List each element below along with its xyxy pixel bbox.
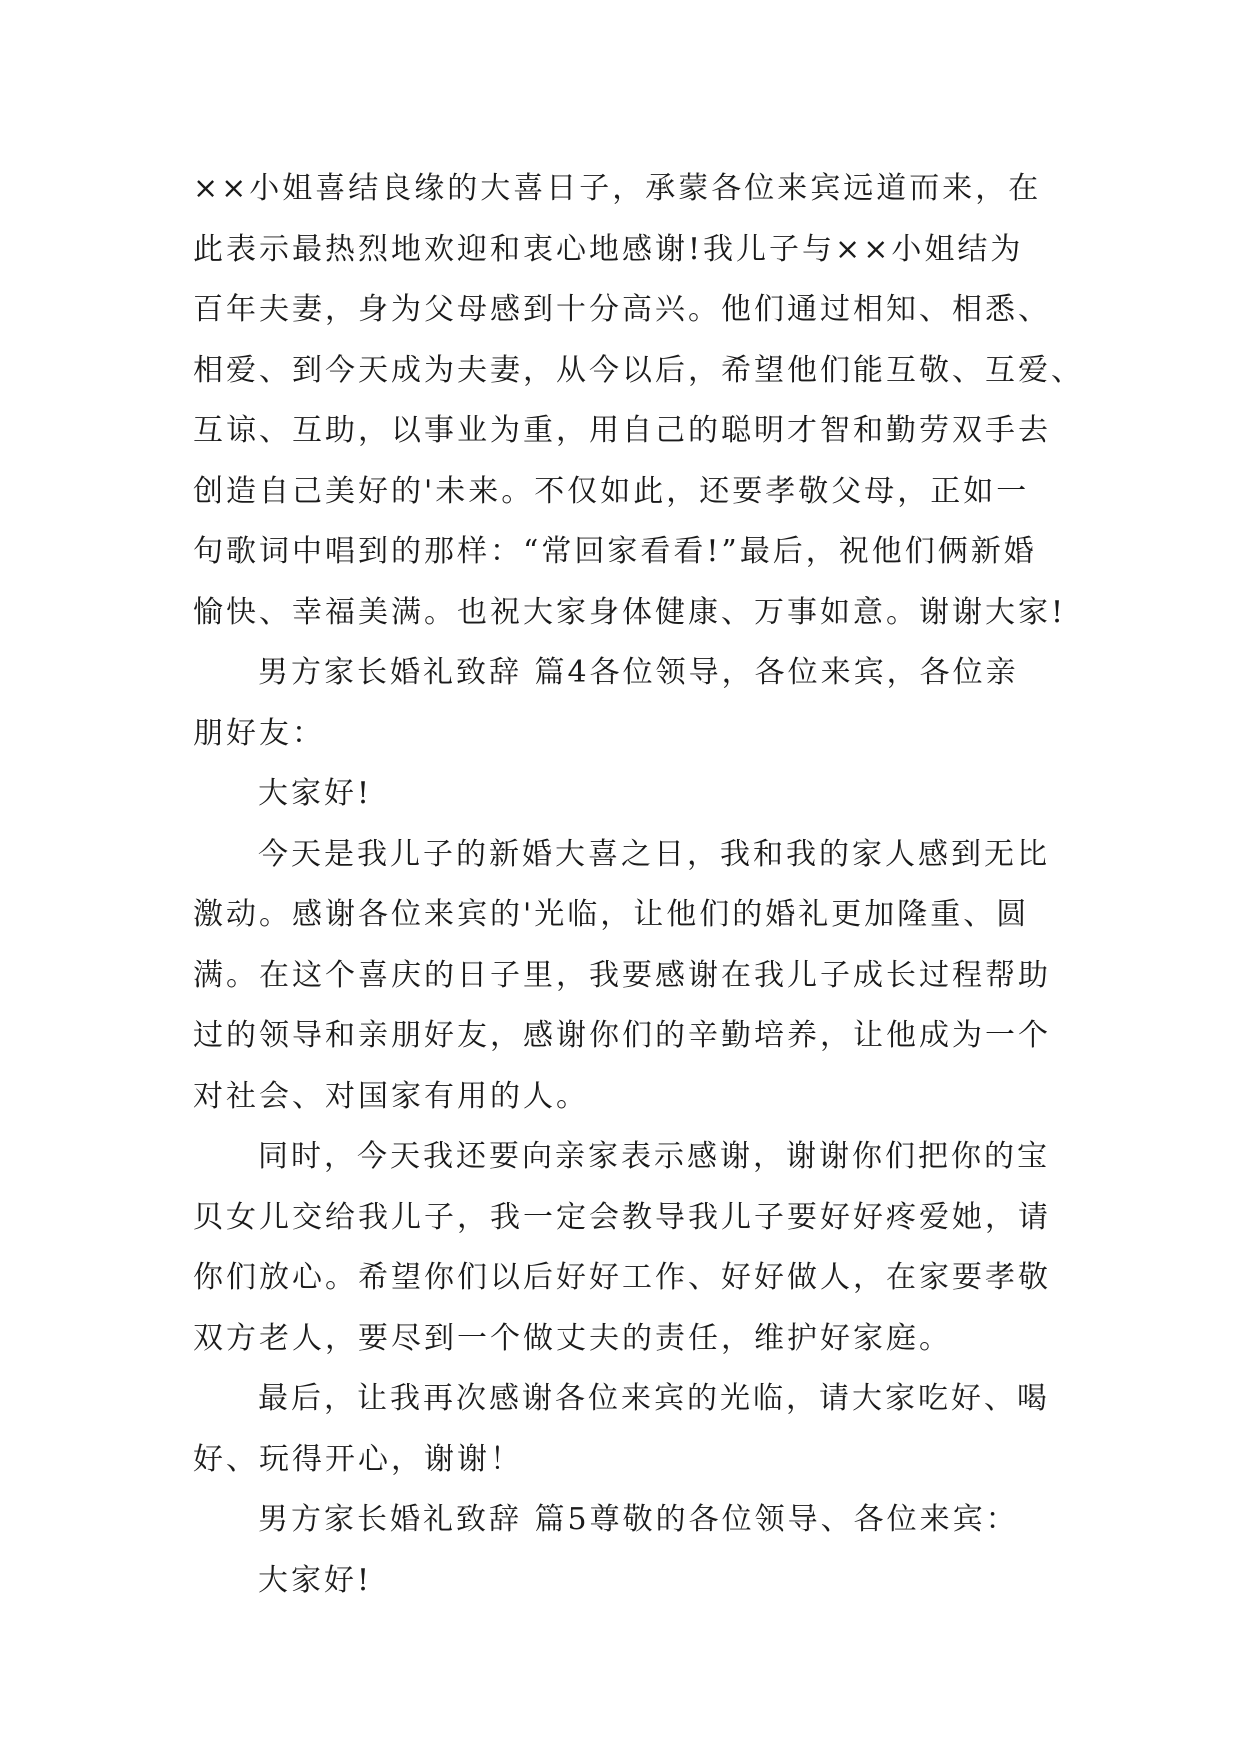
text-line: 百年夫妻，身为父母感到十分高兴。他们通过相知、相悉、 — [193, 292, 1051, 327]
greeting-line: 大家好! — [258, 1562, 373, 1598]
greeting-line: 大家好! — [258, 776, 373, 811]
section-heading-4: 男方家长婚礼致辞 篇4各位领导，各位来宾，各位亲 — [258, 655, 1019, 690]
paragraph-start: 今天是我儿子的新婚大喜之日，我和我的家人感到无比 — [258, 836, 1050, 872]
text-line: 朋好友： — [193, 715, 325, 751]
text-line: 好、玩得开心，谢谢！ — [193, 1441, 523, 1477]
text-line: 过的领导和亲朋好友，感谢你们的辛勤培养，让他成为一个 — [193, 1018, 1051, 1053]
paragraph-start: 最后，让我再次感谢各位来宾的光临，请大家吃好、喝 — [258, 1381, 1050, 1416]
text-line: 创造自己美好的'未来。不仅如此，还要孝敬父母，正如一 — [193, 473, 1030, 509]
section-heading-5: 男方家长婚礼致辞 篇5尊敬的各位领导、各位来宾： — [258, 1502, 1019, 1537]
document-body — [193, 159, 1084, 1611]
text-line: 愉快、幸福美满。也祝大家身体健康、万事如意。谢谢大家! — [193, 594, 1067, 630]
text-line: 此表示最热烈地欢迎和衷心地感谢!我儿子与××小姐结为 — [193, 231, 1024, 267]
text-line: 互谅、互助，以事业为重，用自己的聪明才智和勤劳双手去 — [193, 413, 1051, 448]
text-line: 激动。感谢各位来宾的'光临，让他们的婚礼更加隆重、圆 — [193, 897, 1030, 932]
text-line: 双方老人，要尽到一个做丈夫的责任，维护好家庭。 — [193, 1320, 952, 1356]
text-line: 满。在这个喜庆的日子里，我要感谢在我儿子成长过程帮助 — [193, 957, 1051, 993]
text-line: 你们放心。希望你们以后好好工作、好好做人，在家要孝敬 — [193, 1260, 1051, 1295]
text-line: 句歌词中唱到的那样：“常回家看看!”最后，祝他们俩新婚 — [193, 534, 1037, 569]
text-line: ××小姐喜结良缘的大喜日子，承蒙各位来宾远道而来，在 — [193, 171, 1042, 206]
paragraph-start: 同时，今天我还要向亲家表示感谢，谢谢你们把你的宝 — [258, 1139, 1050, 1174]
text-line: 对社会、对国家有用的人。 — [193, 1078, 589, 1114]
text-line: 相爱、到今天成为夫妻，从今以后，希望他们能互敬、互爱、 — [193, 352, 1084, 388]
text-line: 贝女儿交给我儿子，我一定会教导我儿子要好好疼爱她，请 — [193, 1199, 1051, 1235]
